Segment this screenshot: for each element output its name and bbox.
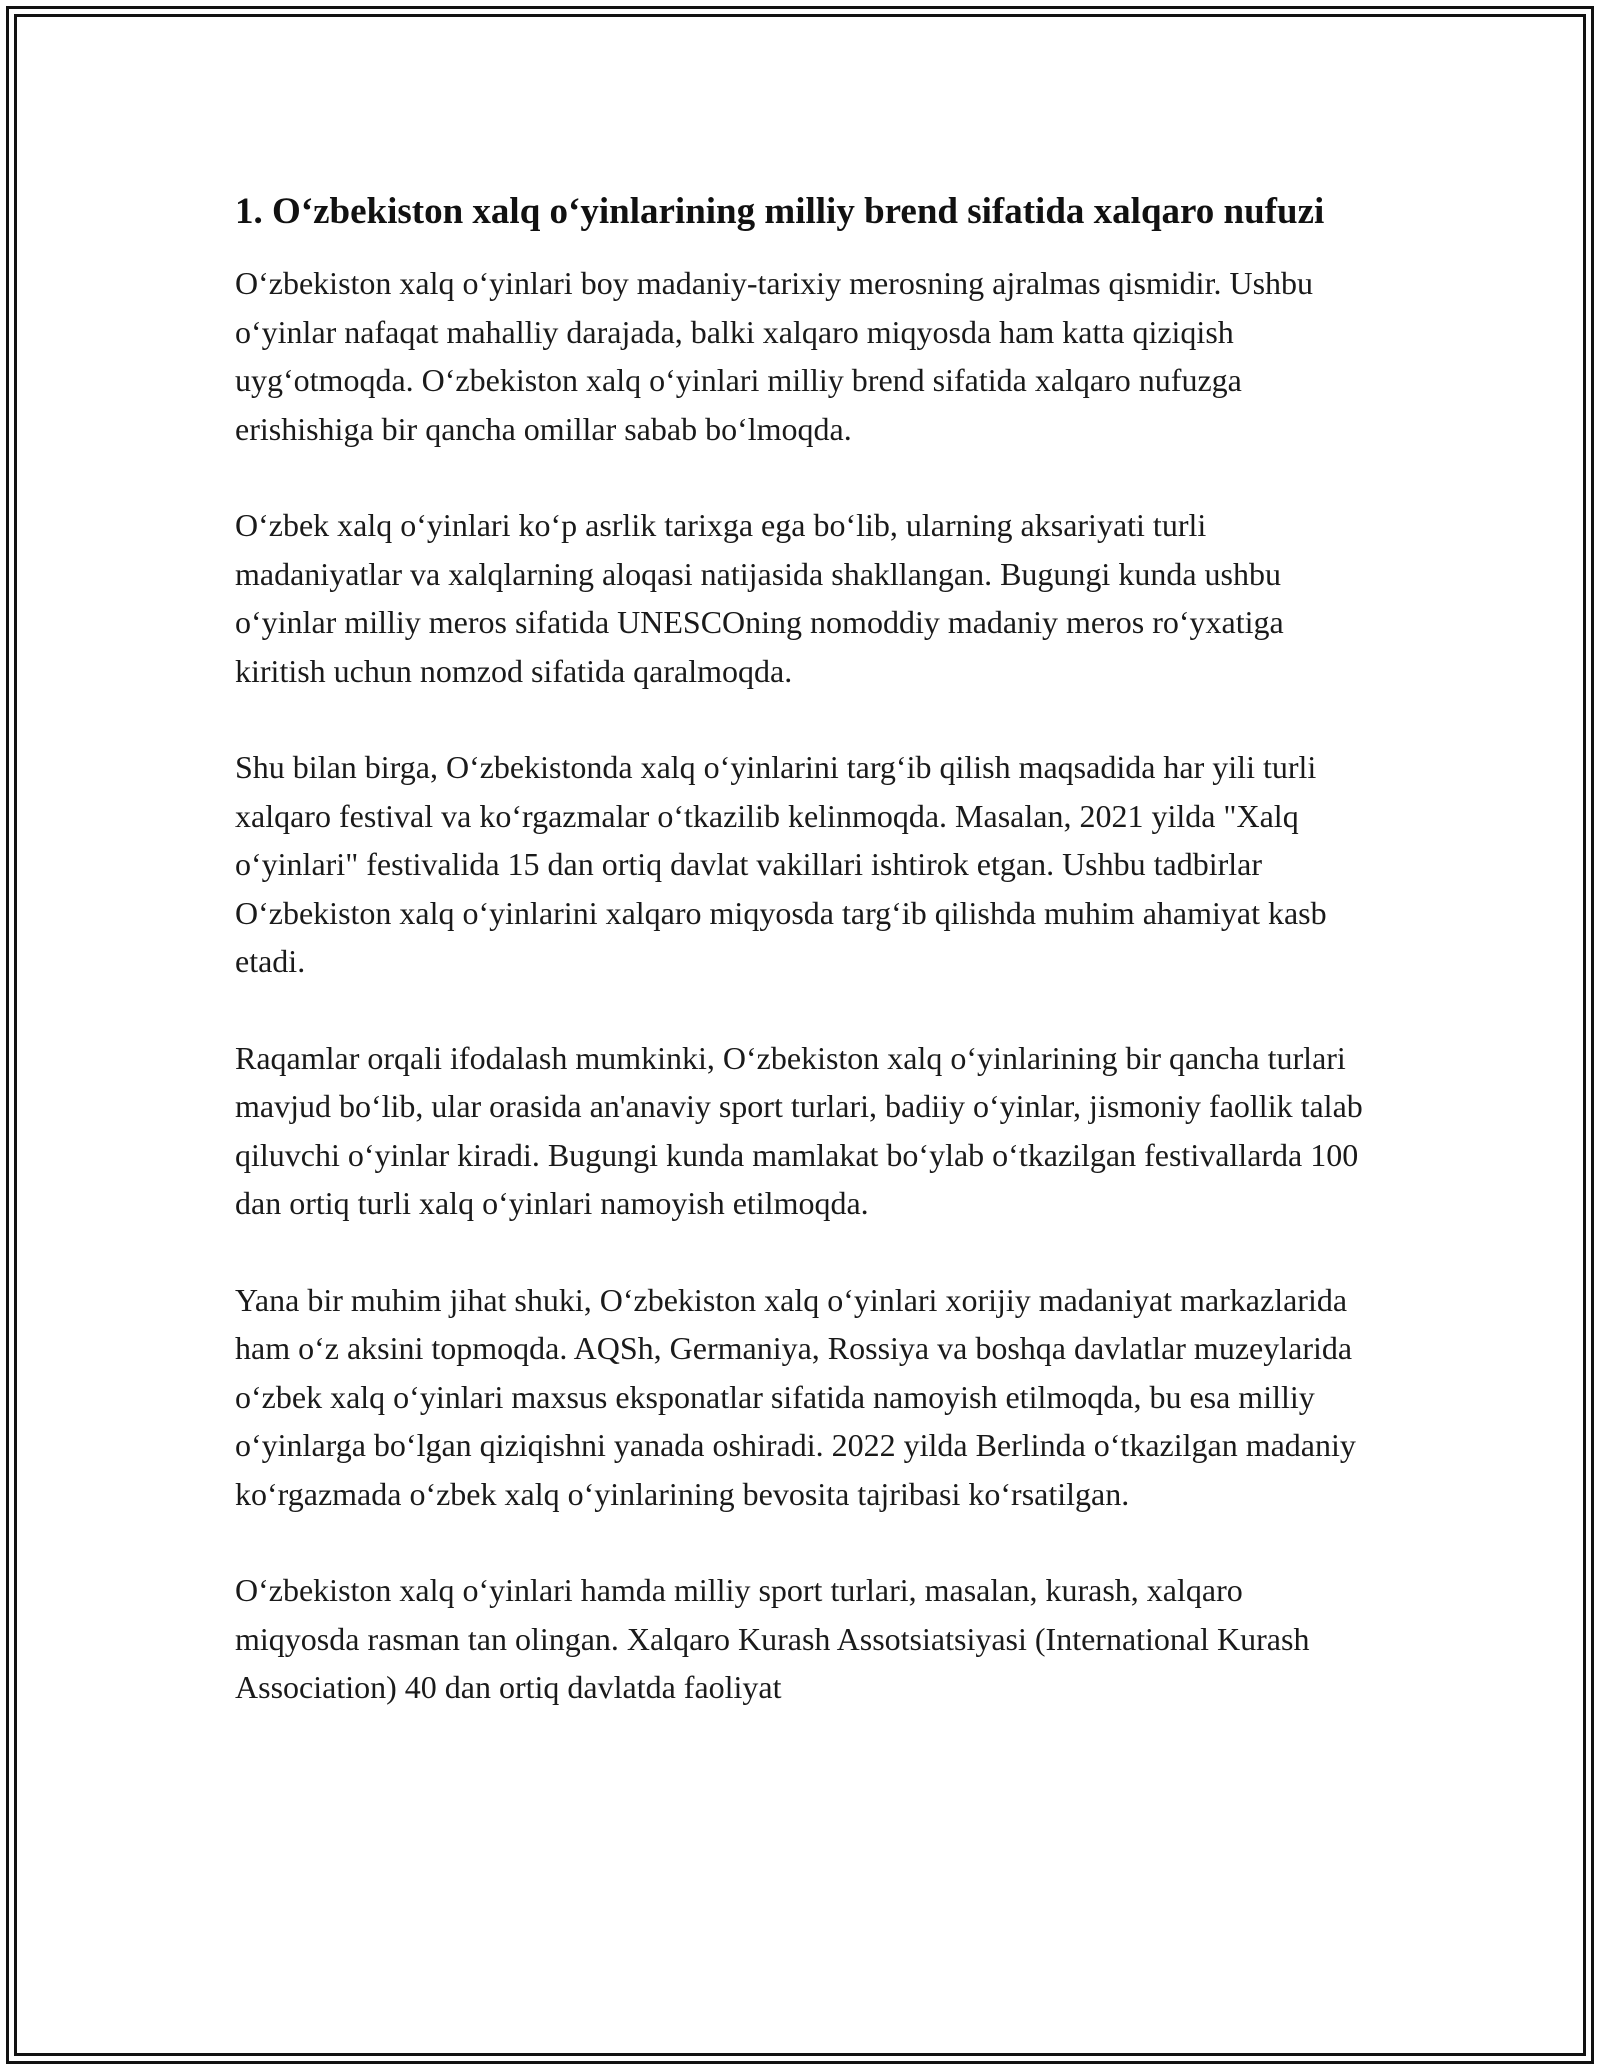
section-heading: 1. O‘zbekiston xalq o‘yinlarining milliy brend sifatida xalqaro nufuzi <box>235 191 1325 232</box>
paragraph-2: O‘zbek xalq o‘yinlari ko‘p asrlik tarixga ega bo‘lib, ularning aksariyati turli madaniyatlar va xalqlarning aloqasi natijasida shakllangan. Bugungi kunda ushbu o‘yinlar milliy meros sifatida UNESCOning nomoddiy madaniy meros ro‘yxatiga kiritish uchun nomzod sifatida qaralmoqda. <box>235 507 1284 689</box>
paragraph-4: Raqamlar orqali ifodalash mumkinki, O‘zbekiston xalq o‘yinlarining bir qancha turlari mavjud bo‘lib, ular orasida an'anaviy sport turlari, badiiy o‘yinlar, jismoniy faollik talab qiluvchi o‘yinlar kiradi. Bugungi kunda mamlakat bo‘ylab o‘tkazilgan festivallarda 100 dan ortiq turli xalq o‘yinlari namoyish etilmoqda. <box>235 1039 1363 1221</box>
paragraph-5: Yana bir muhim jihat shuki, O‘zbekiston xalq o‘yinlari xorijiy madaniyat markazlarida ham o‘z aksini topmoqda. AQSh, Germaniya, Rossiya va boshqa davlatlar muzeylarida o‘zbek xalq o‘yinlari maxsus eksponatlar sifatida namoyish etilmoqda, bu esa milliy o‘yinlarga bo‘lgan qiziqishni yanada oshiradi. 2022 yilda Berlinda o‘tkazilgan madaniy ko‘rgazmada o‘zbek xalq o‘yinlarining bevosita tajribasi ko‘rsatilgan. <box>235 1281 1356 1512</box>
paragraph-6: O‘zbekiston xalq o‘yinlari hamda milliy sport turlari, masalan, kurash, xalqaro miqyosda rasman tan olingan. Xalqaro Kurash Assotsiatsiyasi (International Kurash Association) 40 dan ortiq davlatda faoliyat <box>235 1572 1310 1705</box>
paragraph-3: Shu bilan birga, O‘zbekistonda xalq o‘yinlarini targ‘ib qilish maqsadida har yili turli xalqaro festival va ko‘rgazmalar o‘tkazilib kelinmoqda. Masalan, 2021 yilda "Xalq o‘yinlari" festivalida 15 dan ortiq davlat vakillari ishtirok etgan. Ushbu tadbirlar O‘zbekiston xalq o‘yinlarini xalqaro miqyosda targ‘ib qilishda muhim ahamiyat kasb etadi. <box>235 749 1327 979</box>
paragraph-1: O‘zbekiston xalq o‘yinlari boy madaniy-tarixiy merosning ajralmas qismidir. Ushbu o‘yinlar nafaqat mahalliy darajada, balki xalqaro miqyosda ham katta qiziqish uyg‘otmoqda. O‘zbekiston xalq o‘yinlari milliy brend sifatida xalqaro nufuzga erishishiga bir qancha omillar sabab bo‘lmoqda. <box>235 265 1314 447</box>
document-body <box>235 185 1370 1712</box>
